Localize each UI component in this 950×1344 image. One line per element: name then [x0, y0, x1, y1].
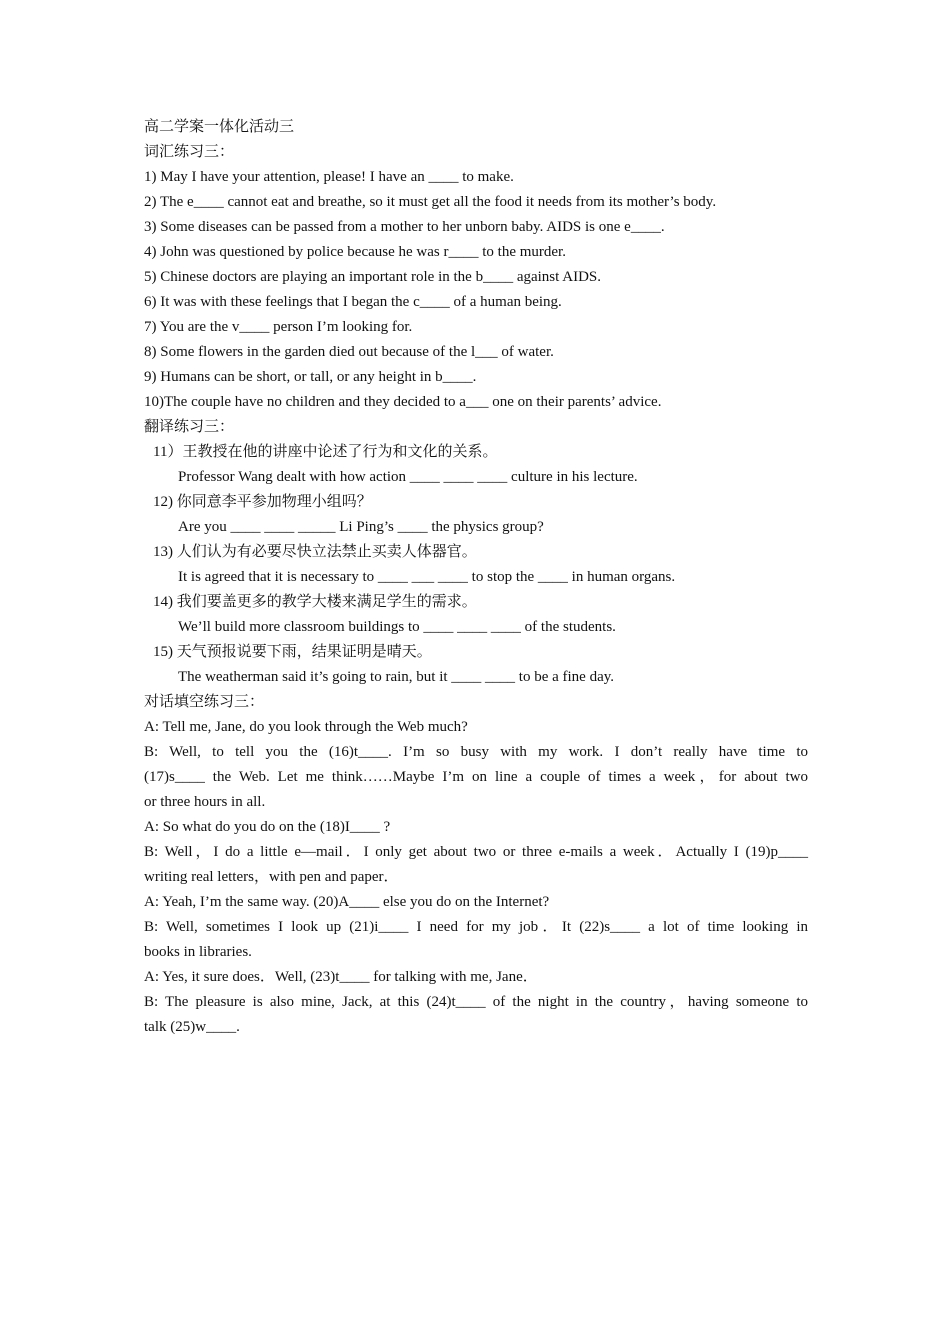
- translation-chinese: 14) 我们要盖更多的教学大楼来满足学生的需求。: [153, 594, 477, 610]
- vocab-item: 6) It was with these feelings that I began the c____ of a human being.: [144, 294, 562, 310]
- translation-english: Are you ____ ____ _____ Li Ping’s ____ the physics group?: [178, 519, 544, 535]
- vocab-item: 2) The e____ cannot eat and breathe, so it must get all the food it needs from its mother’s body.: [144, 194, 717, 210]
- vocab-item: 7) You are the v____ person I’m looking for.: [144, 319, 413, 335]
- vocab-item: 1) May I have your attention, please! I have an ____ to make.: [144, 169, 514, 185]
- vocab-item: 8) Some flowers in the garden died out because of the l___ of water.: [144, 344, 554, 360]
- vocab-item: 10)The couple have no children and they decided to a___ one on their parents’ advice.: [144, 394, 662, 410]
- vocab-item: 4) John was questioned by police because he was r____ to the murder.: [144, 244, 566, 260]
- translation-chinese: 12) 你同意李平参加物理小组吗？: [153, 494, 372, 510]
- dialogue-line: A: So what do you do on the (18)I____ ?: [144, 819, 391, 835]
- vocab-heading: 词汇练习三：: [144, 144, 235, 160]
- translation-english: It is agreed that it is necessary to ____ ___ ____ to stop the ____ in human organs.: [178, 569, 676, 585]
- translation-chinese: 15) 天气预报说要下雨，结果证明是晴天。: [153, 644, 432, 660]
- dialogue-line: B: Well, to tell you the (16)t____. I’m so busy with my work. I don’t really have time to: [144, 744, 808, 760]
- dialogue-line: A: Yeah, I’m the same way. (20)A____ else you do on the Internet?: [144, 894, 550, 910]
- dialogue-line: talk (25)w____.: [144, 1019, 240, 1035]
- translation-list: [144, 440, 808, 690]
- translation-chinese: 11）王教授在他的讲座中论述了行为和文化的关系。: [153, 444, 498, 460]
- translation-chinese: 13) 人们认为有必要尽快立法禁止买卖人体器官。: [153, 544, 477, 560]
- dialogue-heading: 对话填空练习三：: [144, 694, 265, 710]
- translation-english: We’ll build more classroom buildings to ____ ____ ____ of the students.: [178, 619, 616, 635]
- dialogue-line: writing real letters，with pen and paper．: [144, 869, 399, 885]
- vocab-item: 9) Humans can be short, or tall, or any height in b____.: [144, 369, 477, 385]
- vocab-list: [144, 165, 808, 415]
- dialogue-line: A: Tell me, Jane, do you look through the Web much?: [144, 719, 468, 735]
- dialogue-line: B: Well, sometimes I look up (21)i____ I need for my job．It (22)s____ a lot of time looking in: [144, 919, 808, 935]
- translation-heading: 翻译练习三：: [144, 419, 235, 435]
- page-title: 高二学案一体化活动三: [144, 119, 295, 135]
- dialogue-line: B: Well，I do a little e—mail．I only get about two or three e-mails a week．Actually I (19)p____: [144, 844, 808, 860]
- translation-english: Professor Wang dealt with how action ____ ____ ____ culture in his lecture.: [178, 469, 638, 485]
- dialogue-block: [144, 715, 808, 1040]
- dialogue-line: B: The pleasure is also mine, Jack, at this (24)t____ of the night in the country，having someone to: [144, 994, 808, 1010]
- vocab-item: 3) Some diseases can be passed from a mother to her unborn baby. AIDS is one e____.: [144, 219, 665, 235]
- dialogue-line: (17)s____ the Web. Let me think……Maybe I’m on line a couple of times a week，for about two: [144, 769, 808, 785]
- vocab-item: 5) Chinese doctors are playing an important role in the b____ against AIDS.: [144, 269, 601, 285]
- dialogue-line: or three hours in all.: [144, 794, 266, 810]
- dialogue-line: books in libraries.: [144, 944, 252, 960]
- worksheet: [144, 115, 808, 1040]
- dialogue-line: A: Yes, it sure does．Well, (23)t____ for talking with me, Jane．: [144, 969, 538, 985]
- translation-english: The weatherman said it’s going to rain, but it ____ ____ to be a fine day.: [178, 669, 615, 685]
